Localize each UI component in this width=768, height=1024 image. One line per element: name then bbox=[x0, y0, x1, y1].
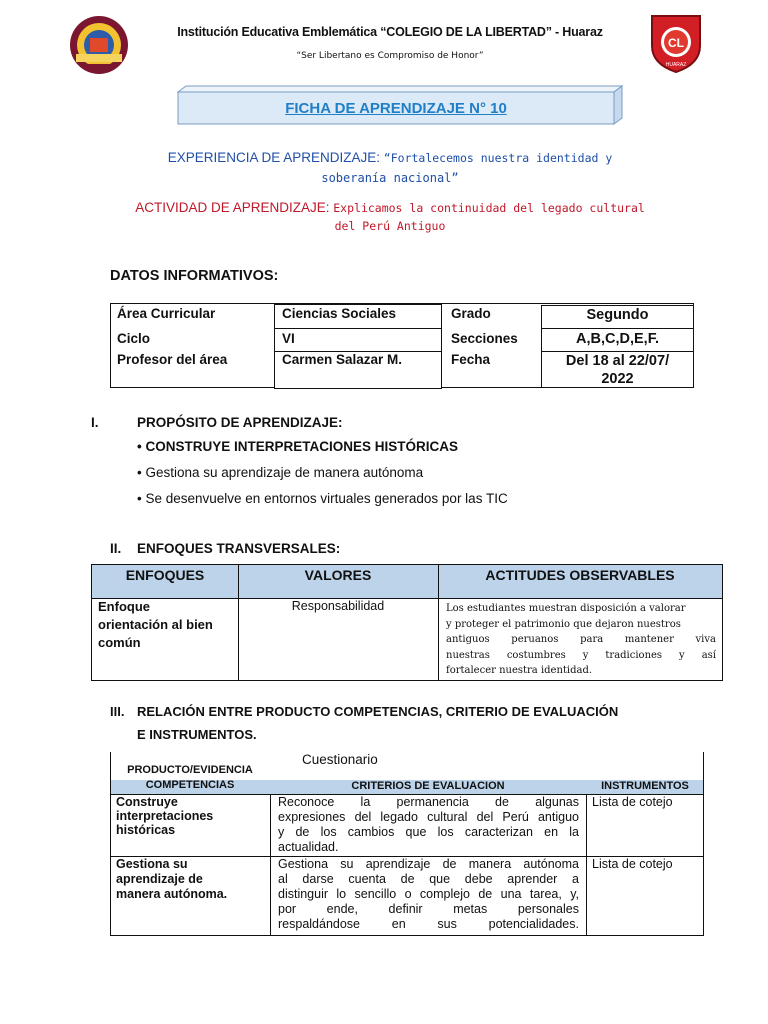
enfoques-title: ENFOQUES TRANSVERSALES: bbox=[137, 541, 341, 556]
fecha-value-2: 2022 bbox=[601, 371, 634, 387]
instrumento-2: Lista de cotejo bbox=[592, 857, 673, 871]
area-value: Ciencias Sociales bbox=[282, 306, 397, 321]
school-shield-logo bbox=[648, 12, 704, 74]
criterio-2: Gestiona su aprendizaje de manera autónoma al darse cuenta de que debe aprender a distinguir lo sencillo o complejo de una tarea, y, por ende, definir metas personales respaldándose en sus potencialidades. bbox=[278, 857, 579, 931]
fecha-label: Fecha bbox=[451, 352, 491, 367]
relacion-title-2: E INSTRUMENTOS. bbox=[137, 727, 257, 742]
instrumentos-header: INSTRUMENTOS bbox=[601, 780, 689, 792]
actitud-text: Los estudiantes muestran disposición a valorar y proteger el patrimonio que dejaron nuestros antiguos peruanos para mantener viva nuestras costumbres y tradiciones y así fortalecer nuestra identidad. bbox=[446, 603, 716, 676]
actividad-text-2: del Perú Antiguo bbox=[334, 219, 446, 233]
producto-header: PRODUCTO/EVIDENCIA bbox=[127, 764, 253, 776]
ciclo-value: VI bbox=[282, 331, 295, 346]
profesor-label: Profesor del área bbox=[117, 352, 228, 367]
actividad-label: ACTIVIDAD DE APRENDIZAJE: bbox=[135, 200, 330, 215]
actividad-text-1: Explicamos la continuidad del legado cultural bbox=[333, 201, 645, 215]
svg-text:HUARAZ: HUARAZ bbox=[665, 62, 687, 68]
experiencia-line1 bbox=[100, 150, 680, 165]
experiencia-text-1: “Fortalecemos nuestra identidad y bbox=[383, 151, 613, 165]
fecha-value-1: Del 18 al 22/07/ bbox=[565, 353, 670, 369]
experiencia-text-2: soberanía nacional” bbox=[321, 171, 459, 185]
competencias-header: COMPETENCIAS bbox=[145, 779, 235, 791]
criterios-header: CRITERIOS DE EVALUACION bbox=[351, 780, 505, 792]
school-crest-logo bbox=[68, 14, 130, 76]
actividad-line1 bbox=[90, 200, 690, 215]
valor-text: Responsabilidad bbox=[291, 599, 385, 613]
enfoques-header: ENFOQUES bbox=[125, 567, 205, 583]
proposito-item-3: • Se desenvuelve en entornos virtuales generados por las TIC bbox=[137, 491, 508, 506]
criterio-1: Reconoce la permanencia de algunas expresiones del legado cultural del Perú antiguo y de los cambios que los caracterizan en la actualidad. bbox=[278, 795, 579, 854]
proposito-number: I. bbox=[91, 415, 99, 430]
actitudes-header: ACTITUDES OBSERVABLES bbox=[485, 567, 675, 583]
svg-text:CL: CL bbox=[668, 36, 684, 50]
enfoques-table bbox=[91, 564, 723, 681]
proposito-title: PROPÓSITO DE APRENDIZAJE: bbox=[137, 415, 343, 430]
proposito-item-2: • Gestiona su aprendizaje de manera autónoma bbox=[137, 465, 424, 480]
ciclo-label: Ciclo bbox=[117, 331, 151, 346]
institution-name: Institución Educativa Emblemática “COLEGIO DE LA LIBERTAD” - Huaraz bbox=[177, 25, 603, 39]
datos-title: DATOS INFORMATIVOS: bbox=[110, 268, 279, 284]
institution-motto: “Ser Libertano es Compromiso de Honor” bbox=[296, 51, 484, 61]
datos-table bbox=[110, 303, 694, 388]
area-label: Área Curricular bbox=[117, 306, 216, 321]
enfoques-number: II. bbox=[110, 541, 122, 556]
enfoque-name: Enfoque orientación al bien común bbox=[98, 599, 213, 650]
producto-value: Cuestionario bbox=[302, 752, 378, 767]
profesor-value: Carmen Salazar M. bbox=[282, 352, 403, 367]
secciones-label: Secciones bbox=[451, 331, 518, 346]
relacion-table bbox=[110, 752, 704, 936]
grado-label: Grado bbox=[451, 306, 491, 321]
competencia-1: Construye interpretaciones históricas bbox=[116, 795, 214, 837]
competencia-2: Gestiona su aprendizaje de manera autónoma. bbox=[116, 857, 228, 901]
grado-value: Segundo bbox=[586, 307, 649, 323]
relacion-number: III. bbox=[110, 704, 125, 719]
valores-header: VALORES bbox=[304, 567, 372, 583]
ficha-title: FICHA DE APRENDIZAJE N° 10 bbox=[285, 100, 507, 117]
relacion-title-1: RELACIÓN ENTRE PRODUCTO COMPETENCIAS, CRITERIO DE EVALUACIÓN bbox=[137, 704, 619, 719]
secciones-value: A,B,C,D,E,F. bbox=[576, 331, 659, 347]
proposito-item-1: • CONSTRUYE INTERPRETACIONES HISTÓRICAS bbox=[137, 439, 459, 454]
instrumento-1: Lista de cotejo bbox=[592, 795, 673, 809]
experiencia-label: EXPERIENCIA DE APRENDIZAJE: bbox=[167, 150, 381, 165]
